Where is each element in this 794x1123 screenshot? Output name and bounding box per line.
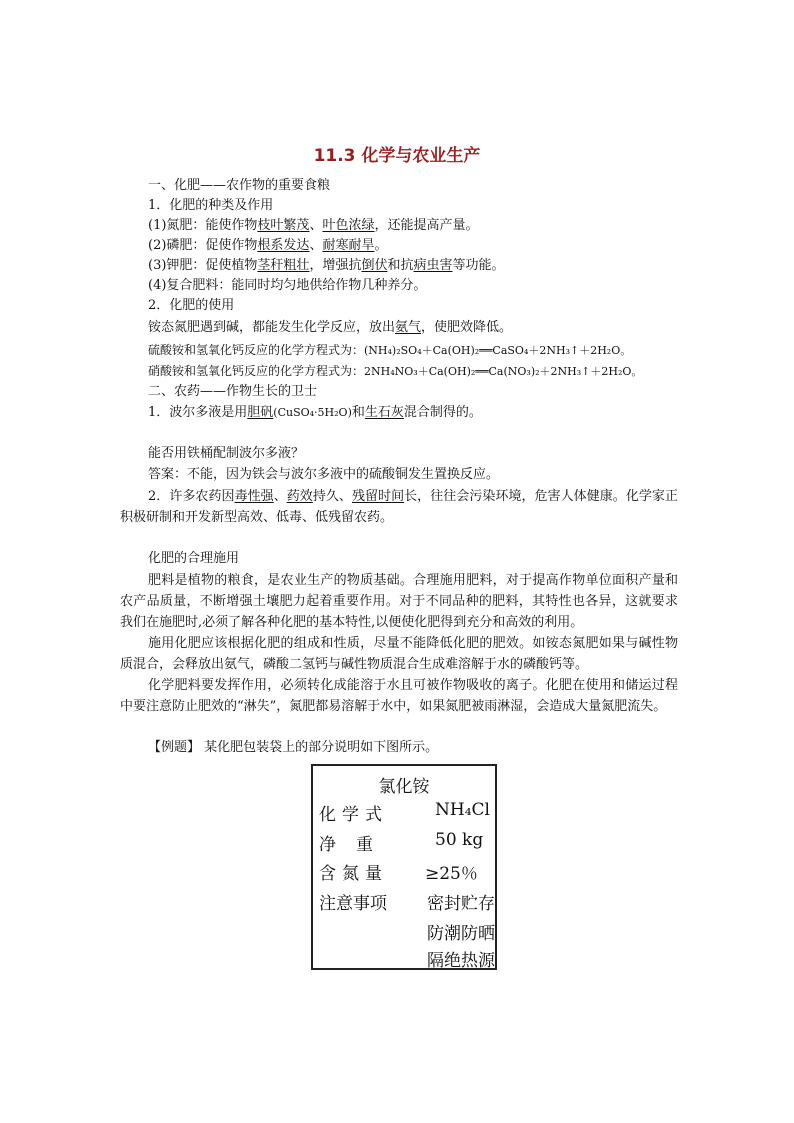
blank-answer: 病虫害 xyxy=(413,258,453,273)
example-prompt: 【例题】 某化肥包装袋上的部分说明如下图所示。 xyxy=(148,740,439,755)
label-row-notes: 注意事项 密封贮存 xyxy=(319,894,495,914)
chemical-equation: (NH₄)₂SO₄＋Ca(OH)₂══CaSO₄＋2NH₃↑＋2H₂O。 xyxy=(364,344,632,357)
blank-answer: 毒性强 xyxy=(234,489,274,504)
section-heading-pesticide: 二、农药——作物生长的卫士 xyxy=(148,384,318,399)
page-title: 11.3 化学与农业生产 xyxy=(313,146,481,166)
compound-fertilizer-line: (4)复合肥料：能同时均匀地供给作物几种养分。 xyxy=(148,278,427,293)
answer: 答案：不能，因为铁会与波尔多液中的硫酸铜发生置换反应。 xyxy=(148,467,500,482)
blank-answer: 药效 xyxy=(286,489,313,504)
paragraph-fertilizer-importance: 肥料是植物的粮食，是农业生产的物质基础。合理施用肥料，对于提高作物单位面积产量和农产品质量，不断增强土壤肥力起着重要作用。对于不同品种的肥料，其特性也各异，这就要求我们在施肥时,必须了解各种化肥的基本特性,以便使化肥得到充分和高效的利用。 xyxy=(120,573,678,630)
fertilizer-package-label xyxy=(311,764,497,970)
question: 能否用铁桶配制波尔多液？ xyxy=(148,446,305,461)
equation-line-1: 硫酸铵和氢氧化钙反应的化学方程式为：(NH₄)₂SO₄＋Ca(OH)₂══CaSO₄＋2NH₃↑＋2H₂O。 xyxy=(148,343,632,357)
label-row-nitrogen: 含氮量 ≥25％ xyxy=(319,864,478,884)
bordeaux-line: 1．波尔多液是用胆矾(CuSO₄·5H₂O)和生石灰混合制得的。 xyxy=(148,405,482,420)
ammonium-line: 铵态氮肥遇到碱，都能发生化学反应，放出氨气，使肥效降低。 xyxy=(148,320,513,335)
label-row-formula: 化学式 NH₄Cl xyxy=(319,800,490,825)
blank-answer: 胆矾 xyxy=(247,405,274,420)
chemical-equation: 2NH₄NO₃＋Ca(OH)₂══Ca(NO₃)₂＋2NH₃↑＋2H₂O。 xyxy=(364,365,643,378)
blank-answer: 叶色浓绿 xyxy=(322,218,375,233)
label-row-weight: 净重 50 kg xyxy=(319,830,484,855)
potash-fertilizer-line: (3)钾肥：促使植物茎秆粗壮，增强抗倒伏和抗病虫害等功能。 xyxy=(148,258,505,273)
nitrogen-fertilizer-line: (1)氮肥：能使作物枝叶繁茂、叶色浓绿，还能提高产量。 xyxy=(148,218,479,233)
section-heading-fertilizer: 一、化肥——农作物的重要食粮 xyxy=(148,178,331,193)
phosphate-fertilizer-line: (2)磷肥：促使作物根系发达、耐寒耐旱。 xyxy=(148,238,388,253)
blank-answer: 枝叶繁茂 xyxy=(257,218,310,233)
subheading-types: 1．化肥的种类及作用 xyxy=(148,198,274,213)
blank-answer: 倒伏 xyxy=(361,258,388,273)
blank-answer: 残留时间 xyxy=(351,489,405,504)
label-row-notes-2: 防潮防晒 xyxy=(427,924,495,944)
blank-answer: 耐寒耐旱 xyxy=(322,238,375,253)
label-row-notes-3: 隔绝热源 xyxy=(427,951,495,971)
pesticide-paragraph: 2．许多农药因毒性强、药效持久、残留时间长，往往会污染环境，危害人体健康。化学家正积极研制和开发新型高效、低毒、低残留农药。 xyxy=(120,489,678,525)
paragraph-application: 施用化肥应该根据化肥的组成和性质，尽量不能降低化肥的肥效。如铵态氮肥如果与碱性物质混合，会释放出氨气，磷酸二氢钙与碱性物质混合生成难溶解于水的磷酸钙等。 xyxy=(120,636,678,672)
subheading-usage: 2．化肥的使用 xyxy=(148,298,235,313)
blank-answer: 根系发达 xyxy=(257,238,310,253)
blank-answer: 生石灰 xyxy=(364,405,404,420)
paragraph-chemical-fertilizer: 化学肥料要发挥作用，必须转化成能溶于水且可被作物吸收的离子。化肥在使用和储运过程中要注意防止肥效的“淋失”，氮肥都易溶解于水中，如果氮肥被雨淋湿，会造成大量氮肥流失。 xyxy=(120,678,678,714)
blank-answer: 茎秆粗壮 xyxy=(257,258,310,273)
blank-answer: 氨气 xyxy=(395,320,422,335)
equation-line-2: 硝酸铵和氢氧化钙反应的化学方程式为：2NH₄NO₃＋Ca(OH)₂══Ca(NO₃)₂＋2NH₃↑＋2H₂O。 xyxy=(148,364,643,378)
label-product-name: 氯化铵 xyxy=(378,777,430,797)
subheading-rational-use: 化肥的合理施用 xyxy=(148,551,240,566)
